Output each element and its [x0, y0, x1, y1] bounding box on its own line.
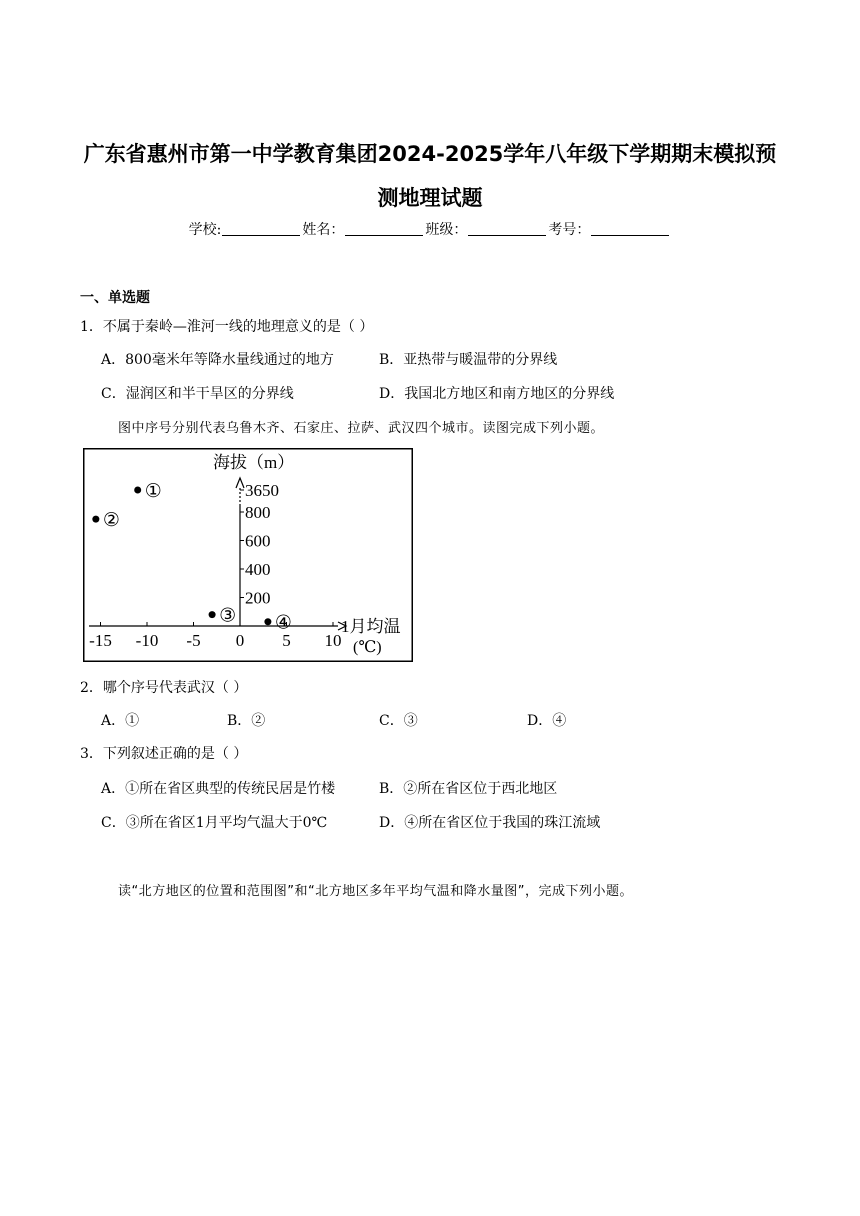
q3-stem: 3．下列叙述正确的是（ ） [80, 746, 248, 762]
class-label: 班级： [425, 222, 468, 238]
q3-option-a[interactable]: A．①所在省区典型的传统民居是竹楼 [101, 781, 336, 797]
y-tick-label: 600 [245, 531, 271, 551]
x-axis-label: 1月均温 [341, 617, 401, 636]
intro-text-1: 图中序号分别代表乌鲁木齐、石家庄、拉萨、武汉四个城市。读图完成下列小题。 [118, 421, 605, 436]
name-blank[interactable] [345, 221, 423, 236]
x-tick-label: -5 [186, 631, 201, 650]
data-point-label: ① [144, 481, 162, 502]
x-tick-label: 5 [282, 631, 291, 650]
data-point [92, 516, 99, 523]
q2-stem: 2．哪个序号代表武汉（ ） [80, 680, 248, 696]
data-point-label: ④ [274, 612, 292, 634]
school-blank[interactable] [222, 221, 300, 236]
y-tick-label: 3650 [245, 481, 279, 500]
data-point [264, 618, 271, 625]
q3-option-c[interactable]: C．③所在省区1月平均气温大于0℃ [101, 815, 328, 831]
q2-option-a[interactable]: A．① [101, 713, 140, 729]
exam-id-blank[interactable] [591, 221, 669, 236]
data-point [134, 487, 141, 494]
data-point-label: ③ [219, 605, 237, 627]
x-tick-label: 10 [324, 631, 342, 650]
y-axis-label: 海拔（m） [213, 453, 295, 472]
x-axis-unit: (℃) [353, 639, 382, 656]
q1-stem: 1．不属于秦岭—淮河一线的地理意义的是（ ） [80, 319, 374, 335]
paper-title-line1: 广东省惠州市第一中学教育集团2024-2025学年八年级下学期期末模拟预 [83, 142, 777, 166]
q1-option-b[interactable]: B．亚热带与暖温带的分界线 [379, 352, 558, 368]
data-point [209, 611, 216, 618]
q2-option-b[interactable]: B．② [227, 713, 266, 729]
school-label: 学校: [188, 222, 222, 238]
chart-svg [83, 448, 413, 662]
section-heading: 一、单选题 [80, 290, 150, 306]
name-label: 姓名： [302, 222, 345, 238]
x-tick-label: -10 [135, 631, 159, 650]
q3-option-b[interactable]: B．②所在省区位于西北地区 [379, 781, 558, 797]
student-info-line [0, 219, 860, 239]
intro-text-2: 读“北方地区的位置和范围图”和“北方地区多年平均气温和降水量图”，完成下列小题。 [118, 884, 633, 899]
q1-option-a[interactable]: A．800毫米年等降水量线通过的地方 [101, 352, 334, 368]
y-tick-label: 200 [245, 588, 271, 608]
q2-option-c[interactable]: C．③ [379, 713, 418, 729]
x-tick-label: -15 [89, 631, 112, 650]
exam-id-label: 考号： [548, 222, 591, 238]
x-tick-label: 0 [235, 631, 245, 650]
q1-option-c[interactable]: C．湿润区和半干旱区的分界线 [101, 386, 294, 402]
paper-title-line2: 测地理试题 [377, 186, 483, 210]
q3-option-d[interactable]: D．④所在省区位于我国的珠江流域 [379, 815, 601, 831]
class-blank[interactable] [468, 221, 546, 236]
y-tick-label: 800 [245, 503, 271, 522]
altitude-temperature-figure [83, 448, 413, 662]
q2-option-d[interactable]: D．④ [527, 713, 567, 729]
y-tick-label: 400 [245, 560, 271, 579]
data-point-label: ② [102, 510, 120, 532]
q1-option-d[interactable]: D．我国北方地区和南方地区的分界线 [379, 386, 615, 402]
